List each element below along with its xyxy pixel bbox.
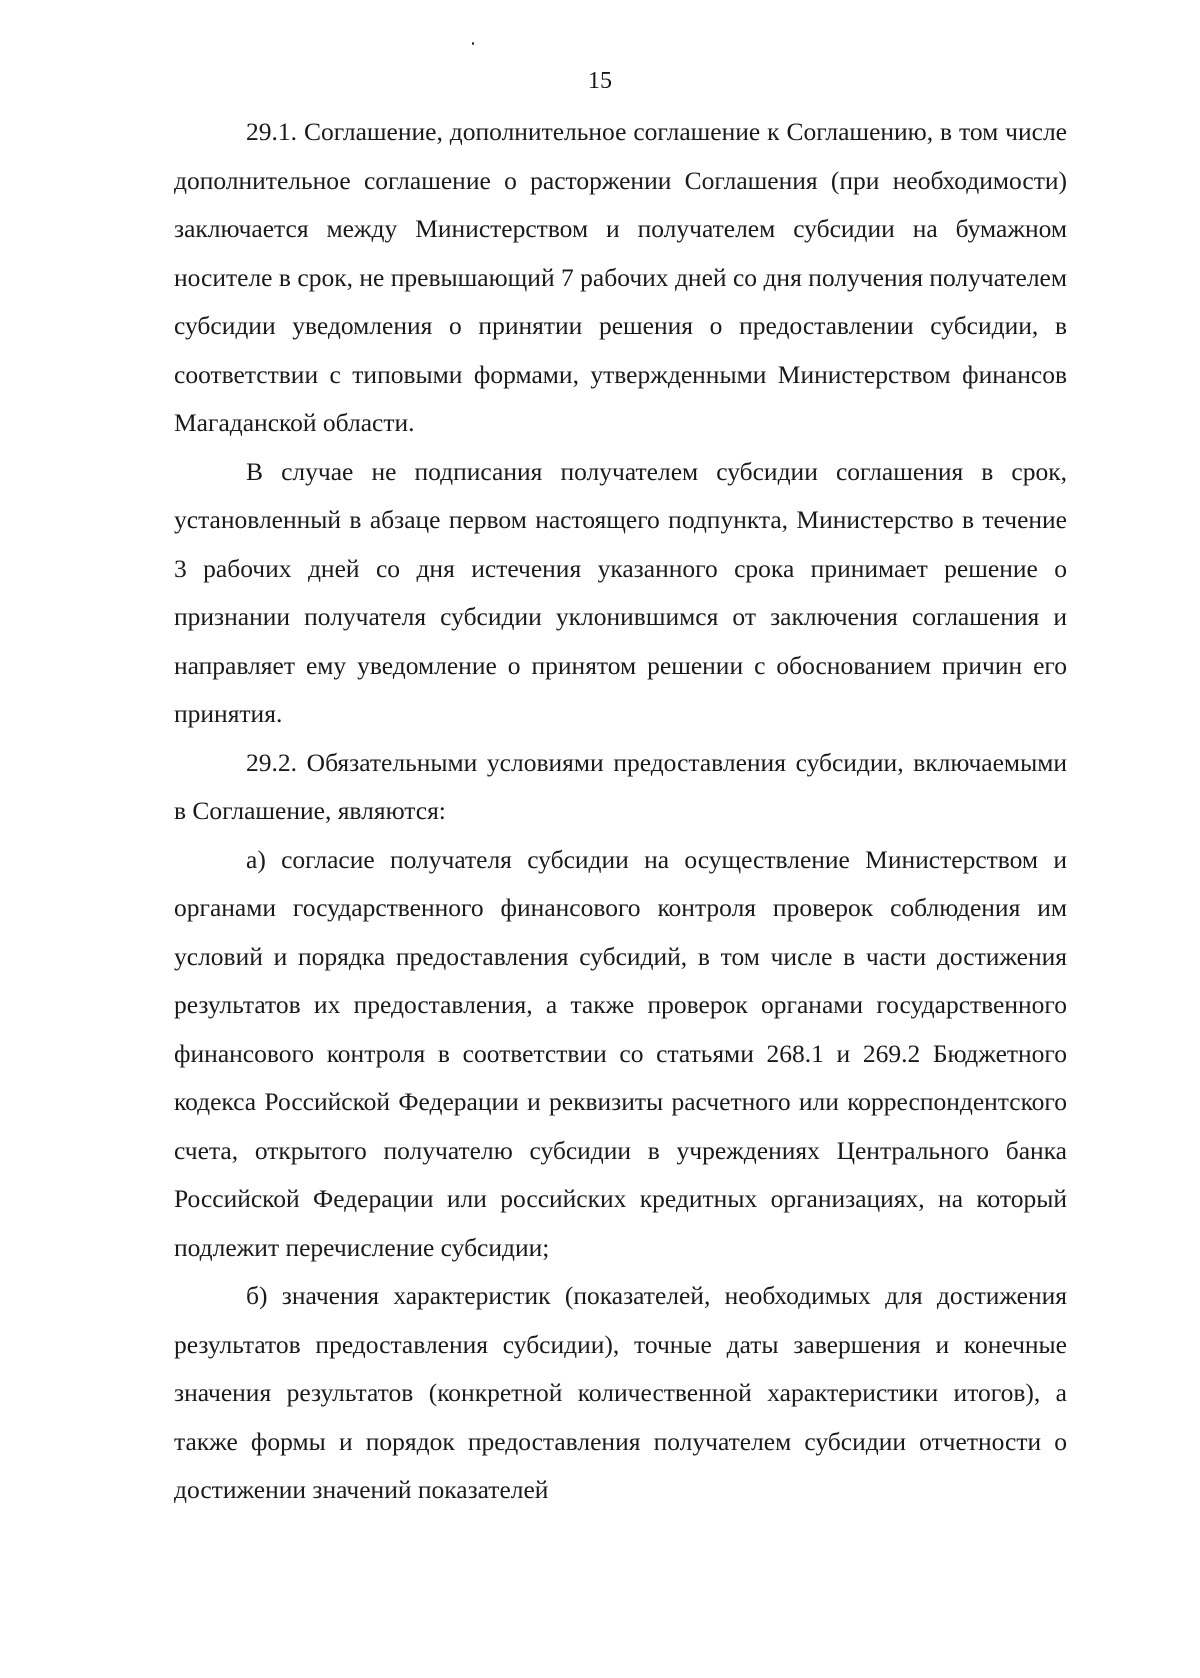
paragraph-item-a: а) согласие получателя субсидии на осуществление Министерством и органами государственного финансового контроля проверок соблюдения им условий и порядка предоставления субсидий, в том числе в части достижения результатов их предоставления, а также проверок органами государственного финансового контроля в соответствии со статьями 268.1 и 269.2 Бюджетного кодекса Российской Федерации и реквизиты расчетного или корреспондентского счета, открытого получателю субсидии в учреждениях Центрального банка Российской Федерации или российских кредитных организациях, на который подлежит перечисление субсидии; (174, 844, 1067, 1262)
paragraph-29-2: 29.2. Обязательными условиями предоставления субсидии, включаемыми в Соглашение, являются: (174, 747, 1067, 825)
paragraph-refusal: В случае не подписания получателем субсидии соглашения в срок, установленный в абзаце первом настоящего подпункта, Министерство в течение 3 рабочих дней со дня истечения указанного срока принимает решение о признании получателя субсидии уклонившимся от заключения соглашения и направляет ему уведомление о принятом решении с обоснованием причин его принятия. (174, 456, 1067, 728)
document-body (174, 108, 1067, 1515)
scan-speck (472, 42, 474, 45)
paragraph-item-b: б) значения характеристик (показателей, необходимых для достижения результатов предоставления субсидии), точные даты завершения и конечные значения результатов (конкретной количественной характеристики итогов), а также формы и порядок предоставления получателем субсидии отчетности о достижении значений показателей (174, 1281, 1067, 1504)
paragraph-29-1: 29.1. Соглашение, дополнительное соглашение к Соглашению, в том числе дополнительное соглашение о расторжении Соглашения (при необходимости) заключается между Министерством и получателем субсидии на бумажном носителе в срок, не превышающий 7 рабочих дней со дня получения получателем субсидии уведомления о принятии решения о предоставлении субсидии, в соответствии с типовыми формами, утвержденными Министерством финансов Магаданской области. (174, 117, 1067, 437)
page-number: 15 (588, 68, 612, 94)
